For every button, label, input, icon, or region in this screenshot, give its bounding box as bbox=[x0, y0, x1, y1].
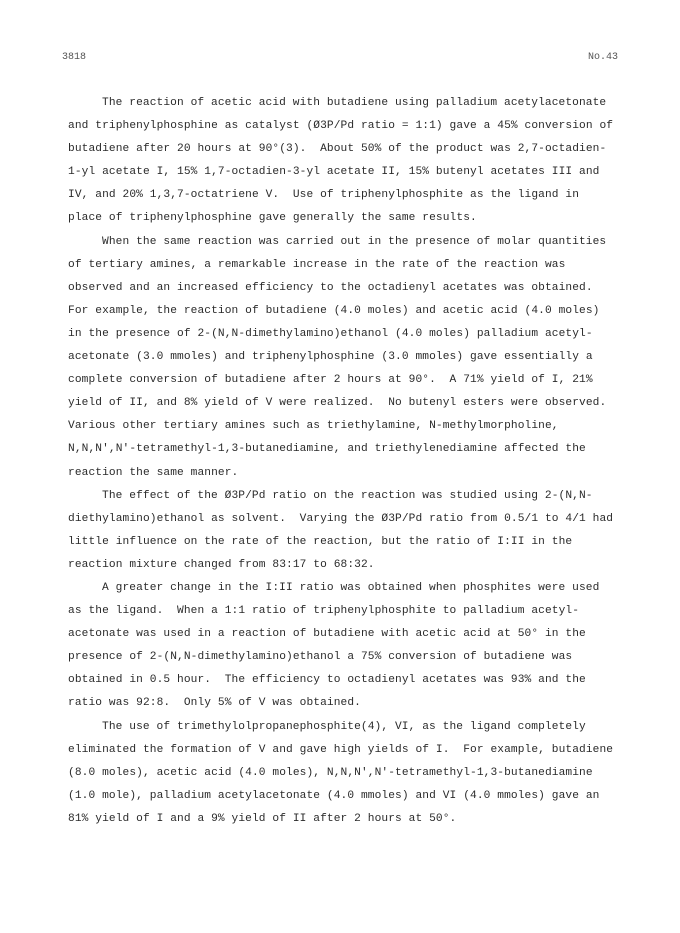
text-line: eliminated the formation of V and gave high yields of I. For example, butadiene bbox=[68, 743, 614, 756]
text-line: acetonate (3.0 mmoles) and triphenylphosphine (3.0 mmoles) gave essentially a bbox=[68, 351, 593, 364]
text-line: place of triphenylphosphine gave generally the same results. bbox=[68, 212, 477, 225]
text-line: of tertiary amines, a remarkable increase in the rate of the reaction was bbox=[68, 258, 566, 271]
text-line: For example, the reaction of butadiene (4.0 moles) and acetic acid (4.0 moles) bbox=[68, 304, 600, 317]
text-line: 81% yield of I and a 9% yield of II after 2 hours at 50°. bbox=[68, 812, 457, 825]
text-line: yield of II, and 8% yield of V were realized. No butenyl esters were observed. bbox=[68, 397, 607, 410]
text-line: and triphenylphosphine as catalyst (Ø3P/Pd ratio = 1:1) gave a 45% conversion of bbox=[68, 120, 614, 133]
page-header bbox=[62, 52, 618, 66]
text-line: little influence on the rate of the reaction, but the ratio of I:II in the bbox=[68, 535, 573, 548]
paragraph bbox=[68, 577, 628, 716]
text-line: in the presence of 2-(N,N-dimethylamino)ethanol (4.0 moles) palladium acetyl- bbox=[68, 327, 593, 340]
text-line: 1-yl acetate I, 15% 1,7-octadien-3-yl acetate II, 15% butenyl acetates III and bbox=[68, 166, 600, 179]
text-line: The reaction of acetic acid with butadiene using palladium acetylacetonate bbox=[102, 97, 607, 109]
text-line: diethylamino)ethanol as solvent. Varying the Ø3P/Pd ratio from 0.5/1 to 4/1 had bbox=[68, 512, 614, 525]
text-line: acetonate was used in a reaction of butadiene with acetic acid at 50° in the bbox=[68, 628, 586, 641]
text-line: ratio was 92:8. Only 5% of V was obtained. bbox=[68, 697, 361, 710]
text-line: presence of 2-(N,N-dimethylamino)ethanol a 75% conversion of butadiene was bbox=[68, 651, 573, 664]
page-number: 3818 bbox=[62, 52, 87, 63]
article-body bbox=[68, 92, 628, 831]
text-line: (8.0 moles), acetic acid (4.0 moles), N,N,N',N'-tetramethyl-1,3-butanediamine bbox=[68, 766, 593, 779]
text-line: N,N,N',N'-tetramethyl-1,3-butanediamine, and triethylenediamine affected the bbox=[68, 443, 586, 456]
text-line: butadiene after 20 hours at 90°(3). About 50% of the product was 2,7-octadien- bbox=[68, 143, 607, 156]
text-line: complete conversion of butadiene after 2 hours at 90°. A 71% yield of I, 21% bbox=[68, 374, 593, 387]
text-line: A greater change in the I:II ratio was obtained when phosphites were used bbox=[102, 581, 600, 594]
text-line: The effect of the Ø3P/Pd ratio on the reaction was studied using 2-(N,N- bbox=[102, 489, 593, 502]
text-line: as the ligand. When a 1:1 ratio of triphenylphosphite to palladium acetyl- bbox=[68, 605, 580, 618]
paragraph bbox=[68, 231, 628, 485]
paragraph bbox=[68, 92, 628, 231]
text-line: reaction mixture changed from 83:17 to 68:32. bbox=[68, 558, 375, 571]
text-line: Various other tertiary amines such as triethylamine, N-methylmorpholine, bbox=[68, 420, 559, 433]
text-line: reaction the same manner. bbox=[68, 466, 239, 479]
text-line: IV, and 20% 1,3,7-octatriene V. Use of triphenylphosphite as the ligand in bbox=[68, 189, 580, 202]
text-line: The use of trimethylolpropanephosphite(4), VI, as the ligand completely bbox=[102, 720, 586, 733]
text-line: observed and an increased efficiency to the octadienyl acetates was obtained. bbox=[68, 281, 593, 294]
paragraph bbox=[68, 485, 628, 577]
paragraph bbox=[68, 716, 628, 831]
text-line: When the same reaction was carried out in the presence of molar quantities bbox=[102, 235, 607, 248]
text-line: obtained in 0.5 hour. The efficiency to octadienyl acetates was 93% and the bbox=[68, 674, 586, 687]
text-line: (1.0 mole), palladium acetylacetonate (4.0 mmoles) and VI (4.0 mmoles) gave an bbox=[68, 789, 600, 802]
journal-issue: No.43 bbox=[587, 52, 618, 63]
